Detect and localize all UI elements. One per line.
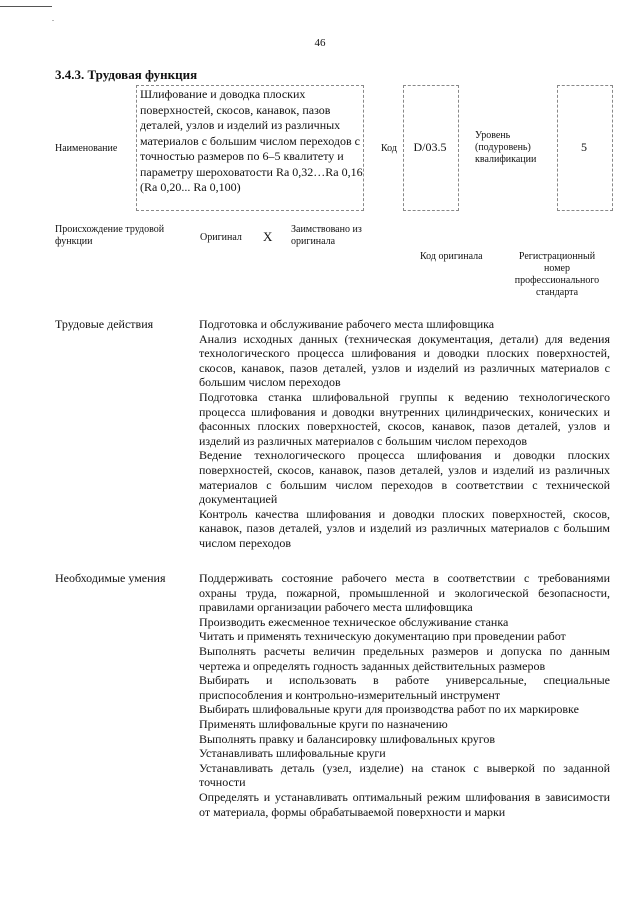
top-rule xyxy=(0,6,52,7)
skill-item: Выполнять расчеты величин предельных размеров и допуска по данным чертежа и определять годность заданных действительных размеров xyxy=(199,643,610,673)
level-label: Уровень (подуровень) квалификации xyxy=(475,130,537,165)
reg-number-label: Регистрационный номер профессионального стандарта xyxy=(514,251,600,298)
skill-item: Применять шлифовальные круги по назначению xyxy=(199,716,448,731)
skill-item: Производить ежесменное техническое обслуживание станка xyxy=(199,614,509,629)
origin-label: Происхождение трудовой функции xyxy=(55,224,165,247)
level-value: 5 xyxy=(581,140,587,154)
skills-list xyxy=(199,571,610,819)
name-label: Наименование xyxy=(55,143,118,154)
code-original-label: Код оригинала xyxy=(420,251,483,262)
name-value: Шлифование и доводка плоских поверхностей, скосов, канавок, пазов деталей, узлов и изделий из различных материалов с большим числом переходов с точностью размеров по 6–5 квалитету и параметру шероховатости Ra 0,32…Ra 0,16 (Ra 0,20... Ra 0,100) xyxy=(140,87,363,194)
skill-item: Выбирать шлифовальные круги для производства работ по их маркировке xyxy=(199,702,579,717)
labor-action-item: Подготовка и обслуживание рабочего места шлифовщика xyxy=(199,317,495,331)
skill-item: Поддерживать состояние рабочего места в соответствии с требованиями охраны труда, пожарной, промышленной и экологической безопасности, правилами организации рабочего места шлифовщика xyxy=(199,571,610,615)
original-label: Оригинал xyxy=(200,232,242,243)
labor-actions-list xyxy=(199,317,610,551)
skill-item: Выбирать и использовать в работе универсальные, специальные приспособления и контрольно-измерительный инструмент xyxy=(199,673,610,702)
labor-action-item: Ведение технологического процесса шлифования и доводки плоских поверхностей, скосов, канавок, пазов деталей, узлов и изделий из различных материалов с большим числом переходов в соответствии с технической документацией xyxy=(199,448,610,507)
labor-action-item: Подготовка станка шлифовальной группы к ведению технологического процесса шлифования и доводки внутренних цилиндрических, конических и фасонных плоских поверхностей, скосов, канавок, пазов деталей, узлов и изделий из различных материалов с большим числом переходов xyxy=(199,389,610,448)
corner-mark: . xyxy=(52,14,54,23)
skill-item: Выполнять правку и балансировку шлифовальных кругов xyxy=(199,731,496,746)
skill-item: Устанавливать деталь (узел, изделие) на станок с выверкой по заданной точности xyxy=(199,760,610,790)
code-value: D/03.5 xyxy=(413,140,447,154)
skill-item: Читать и применять техническую документацию при проведении работ xyxy=(199,629,566,644)
skill-item: Определять и устанавливать оптимальный режим шлифования в зависимости от материала, формы обрабатываемой поверхности и марки xyxy=(199,789,610,819)
skill-item: Устанавливать шлифовальные круги xyxy=(199,746,386,761)
labor-actions-label: Трудовые действия xyxy=(55,317,154,331)
code-label: Код xyxy=(381,143,397,154)
labor-action-item: Анализ исходных данных (техническая документация, детали) для ведения технологического процесса шлифования и доводки плоских поверхностей, скосов, канавок, пазов деталей, узлов и изделий из различных материалов с большим числом переходов xyxy=(199,331,610,390)
section-title: 3.4.3. Трудовая функция xyxy=(55,67,198,82)
original-mark: X xyxy=(263,229,273,244)
borrowed-label: Заимствовано из оригинала xyxy=(291,224,362,247)
skills-label: Необходимые умения xyxy=(55,571,166,585)
page-number: 46 xyxy=(314,37,326,49)
labor-action-item: Контроль качества шлифования и доводки плоских поверхностей, скосов, канавок, пазов деталей, узлов и изделий из различных материалов с большим числом переходов xyxy=(199,506,610,550)
